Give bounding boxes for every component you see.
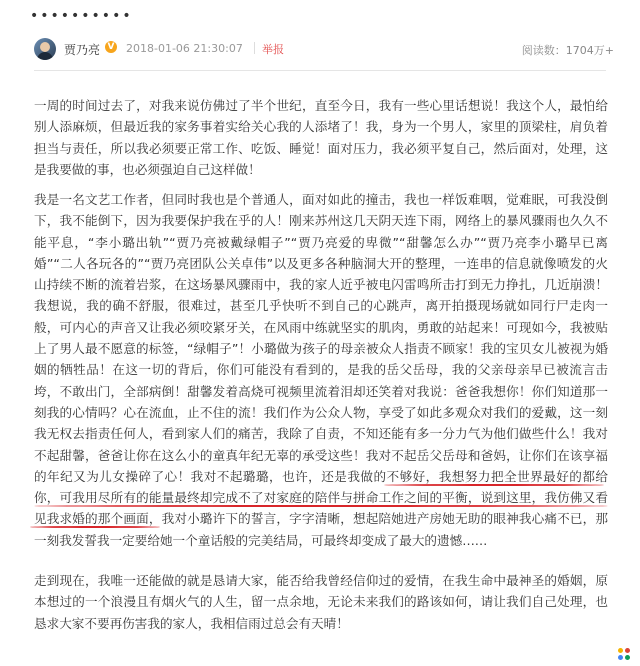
post-date: 2018-01-06 21:30:07 <box>126 42 243 55</box>
article-paragraph-2: 我是一名文艺工作者，但同时我也是个普通人，面对如此的撞击，我也一样饭难咽，觉难眠，可我没倒下，我不能倒下，因为我要保护我在乎的人！刚来苏州这几天阴天连下雨，网络上的暴风骤雨也久久不能平息，“李小璐出轨”“贾乃亮被戴绿帽子”“贾乃亮爱的卑微”“甜馨怎么办”“贾乃亮李小璐早已离婚”“二人各玩各的”“贾乃亮团队公关卓伟”以及更多各种脑洞大开的整理，一连串的信息就像喷发的火山持续不断的流着岩浆，在这场暴风骤雨中，我的家人近乎被电闪雷鸣所击打到无力挣扎，几近崩溃！我想说，我的确不舒服，很难过，甚至几乎快听不到自己的心跳声，离开拍摄现场就如同行尸走肉一般，可内心的声音又让我必须咬紧牙关，在风雨中练就坚实的肌肉，勇敢的站起来！可现如今，我被贴上了男人最不愿意的标签，“绿帽子”！小璐做为孩子的母亲被众人指责不顾家！我的宝贝女儿被视为婚姻的牺牲品！在这一切的背后，你们可能没有看到的，是我的岳父岳母，我的父亲母亲早已被流言击垮，不敢出门，全部病倒！甜馨发着高烧可视频里流着泪却还笑着对我说：爸爸我想你！你们知道那一刻我的心情吗？心在流血，止不住的流！我们作为公众人物，享受了如此多观众对我们的爱戴，这一刻我无权去指责任何人，看到家人们的痛苦，我除了自责，不知还能有多一分力气为他们做些什么！我对不起甜馨，爸爸让你在这么小的童真年纪无辜的承受这些！我对不起岳父岳母和爸妈，让你们在该享福的年纪又为儿女操碎了心！我对不起璐璐，也许，还是我做的不够好，我想努力把全世界最好的都给你，可我用尽所有的能量最终却完成不了对家庭的陪伴与拼命工作之间的平衡，说到这里，我仿佛又看见我求婚的那个画面，我对小璐许下的誓言，字字清晰，想起陪她进产房她无助的眼神我心痛不已，那一刻我发誓我一定要给她一个童话般的完美结局，可最终却变成了最大的遗憾…… <box>34 192 608 548</box>
highlight-underline <box>34 505 608 507</box>
report-link[interactable]: 举报 <box>262 43 284 56</box>
more-menu-icon[interactable]: •••••••••• <box>30 8 133 24</box>
header-divider <box>34 70 606 71</box>
highlight-underline <box>30 526 160 528</box>
verified-badge-icon: V <box>105 41 117 53</box>
watermark-logo-icon <box>618 648 632 662</box>
article-paragraph-1: 一周的时间过去了，对我来说仿佛过了半个世纪，直至今日，我有一些心里话想说！我这个人，最怕给别人添麻烦，但最近我的家务事着实给关心我的人添堵了！我，身为一个男人，家里的顶梁柱，肩负着担当与责任，所以我必须要正常工作、吃饭、睡觉！面对压力，我必须平复自己，然后面对，处理，这是我要做的事，也必须强迫自己这样做！ <box>34 98 608 177</box>
divider <box>254 42 255 54</box>
post-header <box>34 38 614 62</box>
view-count: 阅读数：1704万+ <box>521 44 614 57</box>
article-paragraph-3: 走到现在，我唯一还能做的就是恳请大家，能否给我曾经信仰过的爱情，在我生命中最神圣的婚姻，原本想过的一个浪漫且有烟火气的人生，留一点余地，无论未来我们的路该如何，请让我们自己处理，也恳求大家不要再伤害我的家人，我相信雨过总会有天晴！ <box>34 573 608 631</box>
author-avatar[interactable] <box>34 38 56 60</box>
author-name[interactable]: 贾乃亮 <box>64 43 101 57</box>
highlight-underline <box>384 484 604 486</box>
